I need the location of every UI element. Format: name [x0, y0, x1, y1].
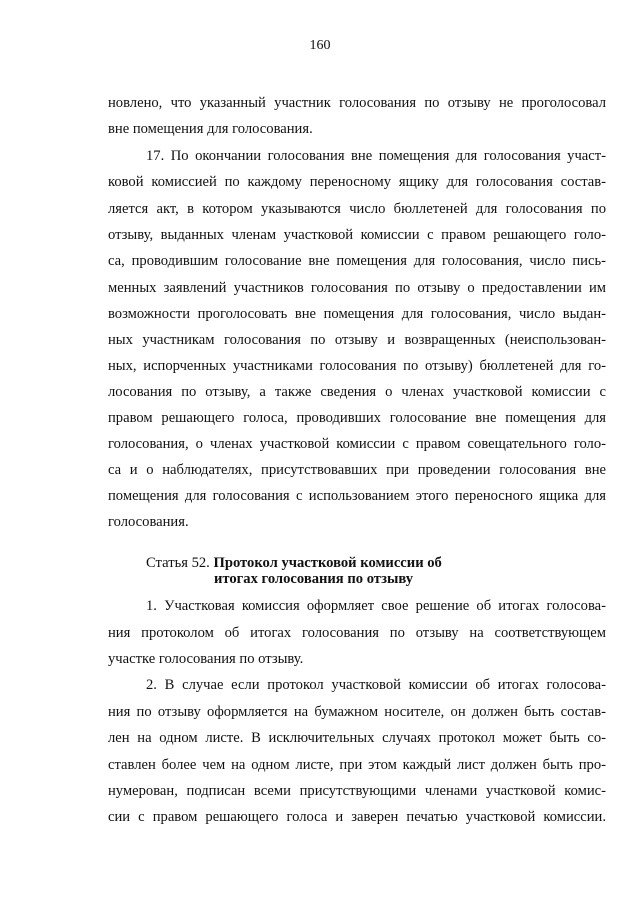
text-line: голосования, о членах участковой комиссии с правом совещательного голо-: [108, 436, 606, 452]
text-line: новлено, что указанный участник голосования по отзыву не проголосовал: [108, 95, 606, 111]
text-line: ния по отзыву оформляется на бумажном носителе, он должен быть состав-: [108, 704, 606, 720]
text-line: вне помещения для голосования.: [108, 121, 313, 137]
text-line: голосования.: [108, 514, 189, 530]
text-line: ных, испорченных участниками голосования по отзыву) бюллетеней для го-: [108, 358, 606, 374]
article-heading-line2: [214, 570, 413, 588]
text-line: ляется акт, в котором указываются число бюллетеней для голосования по: [108, 201, 606, 217]
text-line: лен на одном листе. В исключительных случаях протокол может быть со-: [108, 730, 606, 746]
text-line: менных заявлений участников голосования по отзыву о предоставлении им: [108, 280, 606, 296]
text-line: правом решающего голоса, проводивших голосование вне помещения для: [108, 410, 606, 426]
text-line: участке голосования по отзыву.: [108, 651, 304, 667]
text-line: помещения для голосования с использованием этого переносного ящика для: [108, 488, 606, 504]
text-line: возможности проголосовать вне помещения для голосования, число выдан-: [108, 306, 606, 322]
text-line: сии с правом решающего голоса и заверен печатью участковой комиссии.: [108, 809, 606, 825]
text-line: са и о наблюдателях, присутствовавших при проведении голосования вне: [108, 462, 606, 478]
text-line: ковой комиссией по каждому переносному ящику для голосования состав-: [108, 174, 606, 190]
text-line: ставлен более чем на одном листе, при этом каждый лист должен быть про-: [108, 757, 606, 773]
text-line: 1. Участковая комиссия оформляет свое решение об итогах голосова-: [146, 598, 606, 614]
text-line: отзыву, выданных членам участковой комиссии с правом решающего голо-: [108, 227, 606, 243]
text-line: са, проводившим голосование вне помещения для голосования, число пись-: [108, 253, 606, 269]
article-number: Статья 52.: [146, 555, 214, 571]
text-line: ния протоколом об итогах голосования по отзыву на соответствующем: [108, 625, 606, 641]
text-line: ных участникам голосования по отзыву и возвращенных (неиспользован-: [108, 332, 606, 348]
text-line: 17. По окончании голосования вне помещения для голосования участ-: [146, 148, 606, 164]
article-title: итогах голосования по отзыву: [214, 571, 414, 587]
text-line: 2. В случае если протокол участковой комиссии об итогах голосова-: [146, 677, 606, 693]
text-line: лосования по отзыву, а также сведения о членах участковой комиссии с: [108, 384, 606, 400]
article-title: Протокол участковой комиссии об: [213, 555, 442, 571]
page-number: 160: [309, 38, 331, 53]
text-line: нумерован, подписан всеми присутствующими членами участковой комис-: [108, 783, 606, 799]
